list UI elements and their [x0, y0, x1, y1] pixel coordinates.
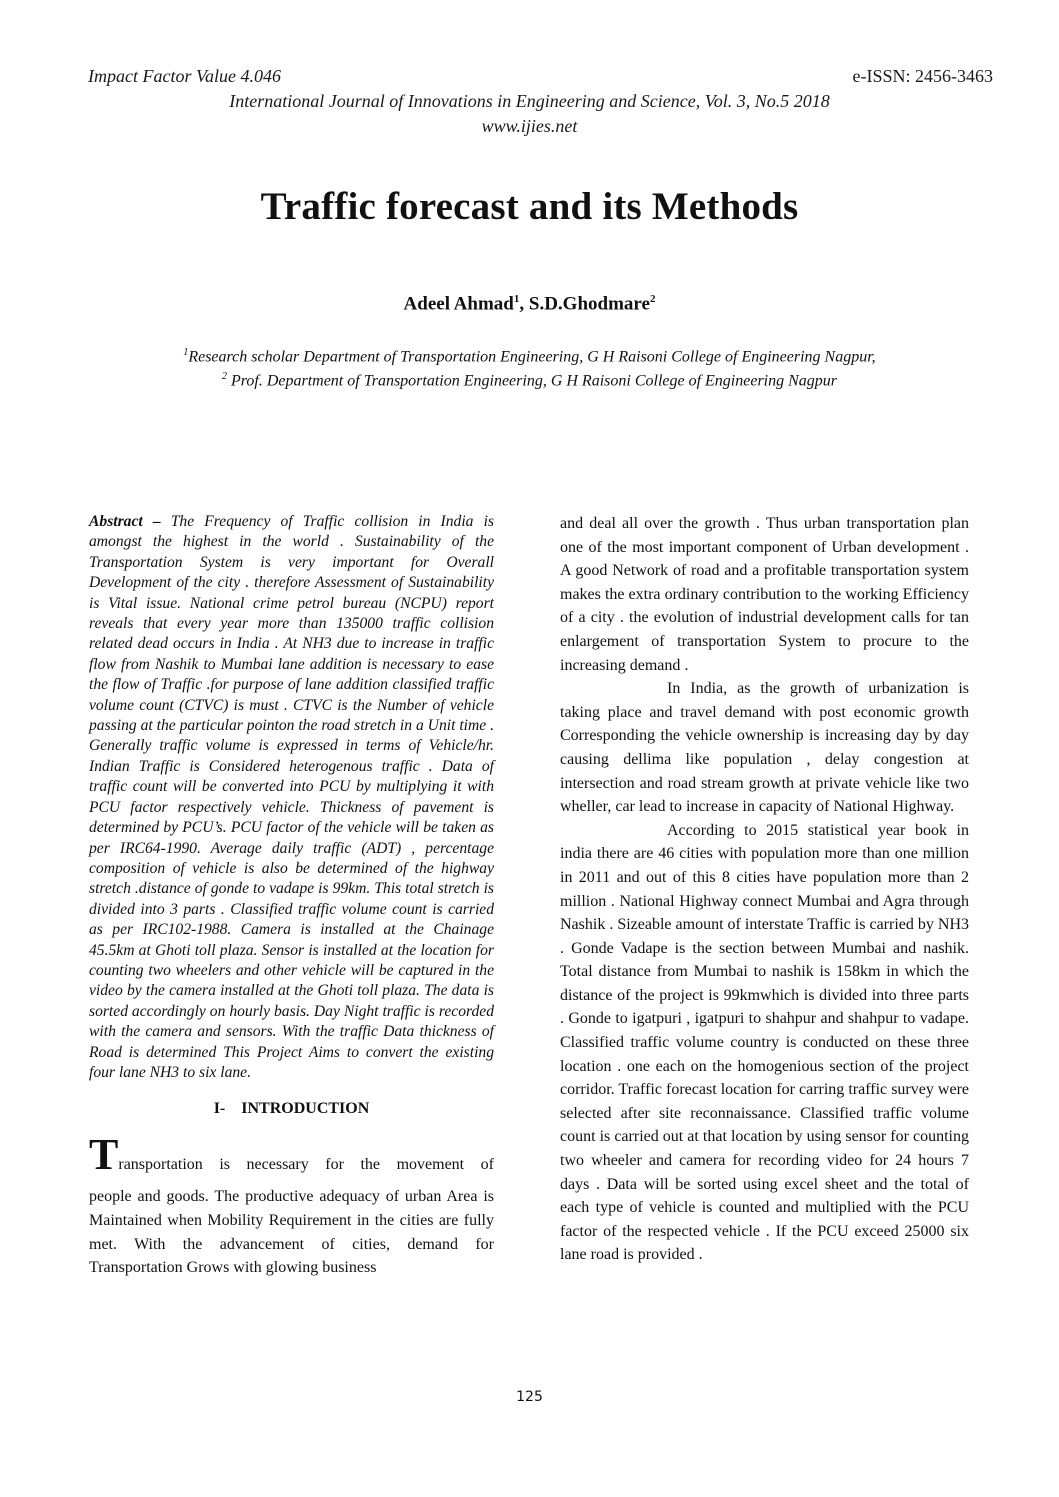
affiliation [0, 347, 1059, 366]
affiliation-superscript: 2 [221, 371, 227, 382]
affiliation-text: Research scholar Department of Transportation Engineering, G H Raisoni College of Engineering Nagpur, [188, 348, 876, 366]
author-separator: , [519, 293, 529, 315]
intro-paragraph [89, 1130, 494, 1279]
intro-paragraph: In India, as the growth of urbanization is taking place and travel demand with post economic growth Corresponding the vehicle ownership is increasing day by day causing dellima like population , delay congestion at intersection and road stream growth at private vehicle like two wheller, car lead to increase in capacity of National Highway. [560, 680, 969, 816]
intro-text: people and goods. The productive adequacy of urban Area is Maintained when Mobility Requirement in the cities are fully met. With the advancement of cities, demand for Transportation Grows with glowing business [89, 1188, 494, 1277]
affiliation [0, 371, 1059, 390]
author-name: Adeel Ahmad [403, 293, 514, 315]
abstract-text: The Frequency of Traffic collision in India is amongst the highest in the world . Sustainability of the Transportation System is very important for Overall Development of the city . therefore Assessment of Sustainability is Vital issue. National crime petrol bureau (NCPU) report reveals that every year more than 135000 traffic collision related dead occurs in India . At NH3 due to increase in traffic flow from Nashik to Mumbai lane addition is necessary to ease the flow of Traffic .for purpose of lane addition classified traffic volume count (CTVC) is must . CTVC is the Number of vehicle passing at the particular pointon the road stretch in a Unit time . Generally traffic volume is expressed in terms of Vehicle/hr. Indian Traffic is Considered heterogenous traffic . Data of traffic count will be converted into PCU by multiplying it with PCU factor respectively vehicle. Thickness of pavement is determined by PCU’s. PCU factor of the vehicle will be taken as per IRC64-1990. Average daily traffic (ADT) , percentage composition of vehicle is also be determined of the highway stretch .distance of gonde to vadape is 99km. This total stretch is divided into 3 parts . Classified traffic volume count is carried as per IRC102-1988. Camera is installed at the Chainage 45.5km at Ghoti toll plaza. Sensor is installed at the location for counting two wheelers and other vehicle will be captured in the video by the camera installed at the Ghoti toll plaza. The data is sorted accordingly on hourly basis. Day Night traffic is recorded with the camera and sensors. With the traffic Data thickness of Road is determined This Project Aims to convert the existing four lane NH3 to six lane. [89, 513, 494, 1081]
journal-name: International Journal of Innovations in Engineering and Science, Vol. 3, No.5 2018 [229, 91, 830, 111]
intro-paragraph: According to 2015 statistical year book in india there are 46 cities with population more than one million in 2011 and out of this 8 cities have population more than 2 million . National Highway connect Mumbai and Agra through Nashik . Sizeable amount of interstate Traffic is carried by NH3 . Gonde Vadape is the section between Mumbai and nashik. Total distance from Mumbai to nashik is 158km in which the distance of the project is 99kmwhich is divided into three parts . Gonde to igatpuri , igatpuri to shahpur and shahpur to vadape. Classified traffic volume country is conducted on these three location . one each on the homogenious section of the project corridor. Traffic forecast location for carring traffic survey were selected after site reconnaissance. Classified traffic volume count is carried out at that location by using sensor for counting two wheeler and camera for recording video for 24 hours 7 days . Data will be sorted using excel sheet and the total of each type of vehicle is counted and multiplied with the PCU factor of the respected vehicle . If the PCU exceed 25000 six lane road is provided . [560, 821, 969, 1264]
drop-cap: T [89, 1130, 119, 1180]
impact-factor: Impact Factor Value 4.046 [88, 66, 281, 86]
author-name: S.D.Ghodmare [528, 293, 650, 315]
page-number: 125 [516, 1389, 543, 1405]
section-title: INTRODUCTION [241, 1100, 370, 1118]
affiliation-superscript: 1 [183, 347, 189, 358]
intro-paragraph-continued: and deal all over the growth . Thus urban transportation plan one of the most important component of Urban development . A good Network of road and a profitable transportation system makes the extra ordinary contribution to the working Efficiency of a city . the evolution of industrial development calls for tan enlargement of transportation System to procure to the increasing demand . [560, 515, 969, 674]
author-superscript: 2 [649, 293, 656, 305]
journal-website: www.ijies.net [481, 116, 578, 136]
affiliation-text: Prof. Department of Transportation Engineering, G H Raisoni College of Engineering Nagpur [226, 372, 838, 390]
left-column [89, 512, 494, 1280]
issn: e-ISSN: 2456-3463 [852, 66, 993, 86]
paper-title: Traffic forecast and its Methods [260, 185, 799, 228]
right-column [560, 512, 969, 1267]
intro-first-line: Transportation is necessary for the movement of [89, 1130, 494, 1180]
section-number: I- [213, 1100, 226, 1118]
abstract [89, 512, 494, 1083]
section-heading [89, 1100, 494, 1118]
author-list [0, 293, 1059, 315]
abstract-label: Abstract – [89, 513, 161, 530]
author-superscript: 1 [513, 293, 520, 305]
